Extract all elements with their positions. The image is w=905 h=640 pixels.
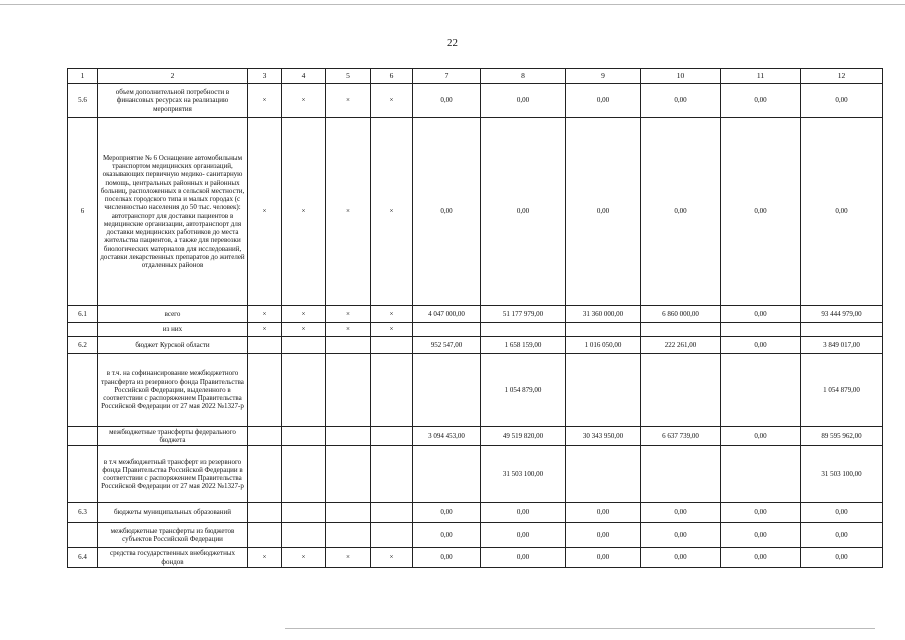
header-cell: 7: [413, 69, 481, 84]
value-cell: [248, 354, 282, 427]
value-cell: ×: [326, 84, 371, 118]
value-cell: [801, 323, 883, 337]
header-cell: 11: [721, 69, 801, 84]
value-cell: 1 054 879,00: [801, 354, 883, 427]
description-cell: бюджет Курской области: [98, 337, 248, 354]
value-cell: ×: [326, 323, 371, 337]
value-cell: ×: [326, 548, 371, 568]
value-cell: 0,00: [413, 84, 481, 118]
value-cell: [326, 337, 371, 354]
value-cell: 93 444 979,00: [801, 306, 883, 323]
value-cell: ×: [248, 548, 282, 568]
value-cell: [371, 446, 413, 503]
value-cell: 6 637 739,00: [641, 427, 721, 446]
description-cell: всего: [98, 306, 248, 323]
value-cell: 952 547,00: [413, 337, 481, 354]
value-cell: 31 503 100,00: [481, 446, 566, 503]
value-cell: 0,00: [641, 548, 721, 568]
value-cell: [282, 427, 326, 446]
value-cell: ×: [248, 84, 282, 118]
header-cell: 2: [98, 69, 248, 84]
value-cell: [641, 323, 721, 337]
value-cell: [282, 354, 326, 427]
value-cell: 0,00: [721, 118, 801, 306]
value-cell: 0,00: [413, 548, 481, 568]
value-cell: 0,00: [721, 548, 801, 568]
value-cell: ×: [371, 323, 413, 337]
value-cell: 89 595 962,00: [801, 427, 883, 446]
value-cell: [721, 446, 801, 503]
header-cell: 1: [68, 69, 98, 84]
description-cell: из них: [98, 323, 248, 337]
header-cell: 3: [248, 69, 282, 84]
value-cell: 0,00: [481, 118, 566, 306]
value-cell: 0,00: [641, 84, 721, 118]
value-cell: [413, 323, 481, 337]
value-cell: [326, 503, 371, 523]
value-cell: ×: [282, 84, 326, 118]
value-cell: ×: [248, 306, 282, 323]
value-cell: 0,00: [566, 84, 641, 118]
description-cell: Мероприятие № 6 Оснащение автомобильным транспортом медицинских организаций, оказывающих первичную медико- санитарную помощь, центральных районных и районных больниц, расположенных в сельской местности, поселках городского типа и малых городах (с численностью населения до 50 тыс. человек): автотранспорт для доставки пациентов в медицинские организации, автотранспорт для доставки медицинских работников до места жительства пациентов, а также для перевозки биологических материалов для исследований, доставки лекарственных препаратов до жителей отдаленных районов: [98, 118, 248, 306]
header-cell: 5: [326, 69, 371, 84]
value-cell: ×: [248, 323, 282, 337]
table-row: [68, 337, 883, 354]
row-number-cell: 6.2: [68, 337, 98, 354]
value-cell: 0,00: [481, 503, 566, 523]
table-row: [68, 354, 883, 427]
value-cell: [721, 323, 801, 337]
value-cell: [371, 503, 413, 523]
value-cell: 0,00: [413, 503, 481, 523]
value-cell: 0,00: [413, 523, 481, 548]
value-cell: [566, 446, 641, 503]
bottom-rule: [285, 628, 875, 629]
table-row: [68, 427, 883, 446]
header-cell: 12: [801, 69, 883, 84]
row-number-cell: 6: [68, 118, 98, 306]
value-cell: 0,00: [641, 503, 721, 523]
value-cell: 0,00: [801, 503, 883, 523]
budget-table: [67, 68, 883, 568]
row-number-cell: [68, 523, 98, 548]
value-cell: [326, 446, 371, 503]
value-cell: [481, 323, 566, 337]
value-cell: ×: [282, 548, 326, 568]
value-cell: 1 658 159,00: [481, 337, 566, 354]
value-cell: 1 054 879,00: [481, 354, 566, 427]
value-cell: ×: [282, 323, 326, 337]
value-cell: [248, 337, 282, 354]
value-cell: 6 860 000,00: [641, 306, 721, 323]
value-cell: 0,00: [721, 306, 801, 323]
value-cell: ×: [326, 306, 371, 323]
value-cell: 51 177 979,00: [481, 306, 566, 323]
value-cell: [282, 503, 326, 523]
description-cell: межбюджетные трансферты федерального бюджета: [98, 427, 248, 446]
table-row: [68, 306, 883, 323]
header-cell: 8: [481, 69, 566, 84]
value-cell: 0,00: [481, 84, 566, 118]
row-number-cell: 6.3: [68, 503, 98, 523]
value-cell: 0,00: [721, 427, 801, 446]
value-cell: [371, 337, 413, 354]
value-cell: [413, 354, 481, 427]
value-cell: 0,00: [413, 118, 481, 306]
description-cell: в т.ч межбюджетный трансферт из резервного фонда Правительства Российской Федерации в соответствии с распоряжением Правительства Российской Федерации от 27 мая 2022 №1327-р: [98, 446, 248, 503]
value-cell: [248, 523, 282, 548]
table-row: [68, 323, 883, 337]
value-cell: [371, 354, 413, 427]
value-cell: [641, 354, 721, 427]
value-cell: ×: [371, 84, 413, 118]
table-row: [68, 118, 883, 306]
value-cell: 0,00: [801, 523, 883, 548]
value-cell: [371, 523, 413, 548]
table-row: [68, 84, 883, 118]
value-cell: [248, 446, 282, 503]
value-cell: [326, 523, 371, 548]
value-cell: 222 261,00: [641, 337, 721, 354]
row-number-cell: [68, 323, 98, 337]
value-cell: 4 047 000,00: [413, 306, 481, 323]
value-cell: 0,00: [566, 503, 641, 523]
value-cell: 0,00: [641, 118, 721, 306]
table-row: [68, 548, 883, 568]
value-cell: ×: [371, 118, 413, 306]
value-cell: [721, 354, 801, 427]
table-row: [68, 503, 883, 523]
top-rule: [0, 4, 905, 5]
value-cell: 0,00: [721, 84, 801, 118]
header-cell: 9: [566, 69, 641, 84]
value-cell: 0,00: [566, 548, 641, 568]
value-cell: [282, 523, 326, 548]
value-cell: ×: [326, 118, 371, 306]
value-cell: [641, 446, 721, 503]
row-number-cell: 6.1: [68, 306, 98, 323]
header-cell: 4: [282, 69, 326, 84]
value-cell: ×: [282, 118, 326, 306]
row-number-cell: [68, 427, 98, 446]
table-body: [68, 69, 883, 568]
value-cell: ×: [248, 118, 282, 306]
value-cell: [566, 354, 641, 427]
value-cell: 31 503 100,00: [801, 446, 883, 503]
value-cell: 0,00: [721, 523, 801, 548]
page-number: 22: [447, 37, 458, 49]
row-number-cell: [68, 354, 98, 427]
value-cell: ×: [282, 306, 326, 323]
header-cell: 6: [371, 69, 413, 84]
value-cell: 0,00: [801, 548, 883, 568]
value-cell: 3 094 453,00: [413, 427, 481, 446]
value-cell: [566, 323, 641, 337]
value-cell: 0,00: [481, 548, 566, 568]
value-cell: 0,00: [721, 337, 801, 354]
header-row: [68, 69, 883, 84]
value-cell: 3 849 017,00: [801, 337, 883, 354]
value-cell: ×: [371, 306, 413, 323]
row-number-cell: 6.4: [68, 548, 98, 568]
header-cell: 10: [641, 69, 721, 84]
row-number-cell: 5.6: [68, 84, 98, 118]
description-cell: бюджеты муниципальных образований: [98, 503, 248, 523]
value-cell: [248, 503, 282, 523]
value-cell: 0,00: [566, 118, 641, 306]
table-row: [68, 523, 883, 548]
description-cell: межбюджетные трансферты из бюджетов субъектов Российской Федерации: [98, 523, 248, 548]
value-cell: 31 360 000,00: [566, 306, 641, 323]
row-number-cell: [68, 446, 98, 503]
value-cell: 30 343 950,00: [566, 427, 641, 446]
value-cell: 0,00: [481, 523, 566, 548]
description-cell: средства государственных внебюджетных фондов: [98, 548, 248, 568]
value-cell: 1 016 050,00: [566, 337, 641, 354]
value-cell: 0,00: [566, 523, 641, 548]
value-cell: [282, 337, 326, 354]
value-cell: [413, 446, 481, 503]
value-cell: 0,00: [721, 503, 801, 523]
value-cell: ×: [371, 548, 413, 568]
value-cell: 0,00: [801, 84, 883, 118]
value-cell: 49 519 820,00: [481, 427, 566, 446]
table-row: [68, 446, 883, 503]
description-cell: в т.ч. на софинансирование межбюджетного трансферта из резервного фонда Правительства Российской Федерации, выделенного в соответствии с распоряжением Правительства Российской Федерации от 27 мая 2022 №1327-р: [98, 354, 248, 427]
value-cell: [248, 427, 282, 446]
value-cell: 0,00: [641, 523, 721, 548]
value-cell: [326, 427, 371, 446]
description-cell: объем дополнительной потребности в финансовых ресурсах на реализацию мероприятия: [98, 84, 248, 118]
value-cell: [326, 354, 371, 427]
value-cell: [282, 446, 326, 503]
value-cell: [371, 427, 413, 446]
value-cell: 0,00: [801, 118, 883, 306]
